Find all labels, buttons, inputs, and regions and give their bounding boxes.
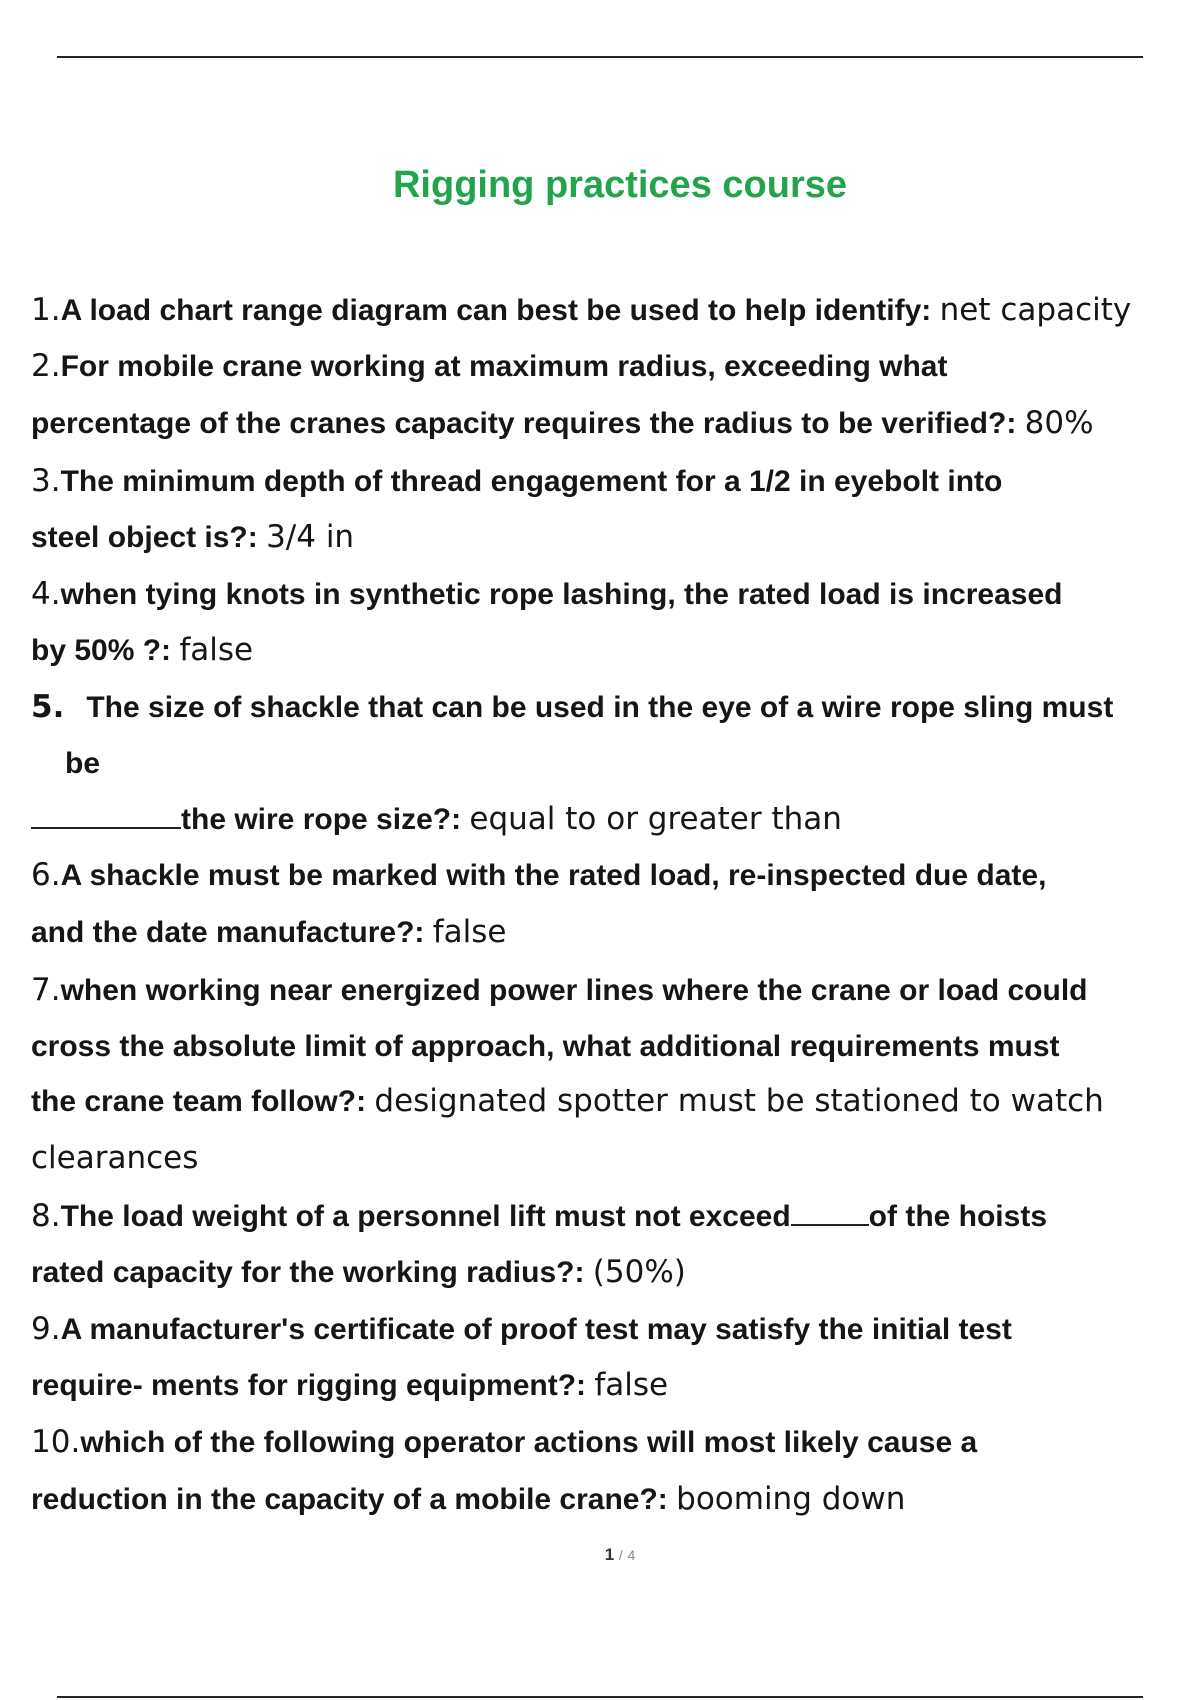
question-4-line-2: by 50% ?: false [31, 632, 254, 668]
question-9-line-2: require- ments for rigging equipment?: false [31, 1367, 669, 1403]
question-9: 9.A manufacturer's certificate of proof test may satisfy the initial test [31, 1311, 1012, 1347]
question-5-line-3: the wire rope size?: equal to or greater than [31, 801, 842, 838]
question-8: 8.The load weight of a personnel lift must not exceed of the hoists [31, 1198, 1048, 1234]
question-4: 4.when tying knots in synthetic rope lashing, the rated load is increased [31, 576, 1063, 612]
total-pages: 4 [627, 1547, 636, 1563]
answer-blank [791, 1200, 869, 1226]
bottom-rule [57, 1696, 1143, 1698]
answer-blank [31, 803, 181, 829]
question-2-line-2: percentage of the cranes capacity requires the radius to be verified?: 80% [31, 405, 1094, 441]
page-indicator [0, 1545, 1200, 1565]
document-title: Rigging practices course [392, 164, 847, 206]
question-7: 7.when working near energized power lines where the crane or load could [31, 972, 1088, 1008]
question-7-line-4: clearances [31, 1140, 199, 1176]
question-1: 1.A load chart range diagram can best be used to help identify: net capacity [31, 292, 1132, 328]
question-3-line-2: steel object is?: 3/4 in [31, 519, 355, 555]
page-separator: / [618, 1547, 623, 1563]
question-2: 2.For mobile crane working at maximum radius, exceeding what [31, 348, 948, 384]
question-8-line-2: rated capacity for the working radius?: (50%) [31, 1254, 686, 1290]
question-6: 6.A shackle must be marked with the rated load, re-inspected due date, [31, 857, 1047, 893]
question-5: 5. The size of shackle that can be used in the eye of a wire rope sling must [31, 689, 1114, 725]
question-6-line-2: and the date manufacture?: false [31, 914, 507, 950]
current-page: 1 [604, 1545, 615, 1564]
question-3: 3.The minimum depth of thread engagement for a 1/2 in eyebolt into [31, 463, 1003, 499]
question-10-line-2: reduction in the capacity of a mobile crane?: booming down [31, 1481, 906, 1517]
question-7-line-2: cross the absolute limit of approach, what additional requirements must [31, 1030, 1060, 1063]
question-7-line-3: the crane team follow?: designated spotter must be stationed to watch [31, 1083, 1104, 1119]
question-10: 10.which of the following operator actions will most likely cause a [31, 1424, 978, 1460]
top-rule [57, 56, 1143, 58]
question-5-line-2: be [65, 747, 101, 780]
